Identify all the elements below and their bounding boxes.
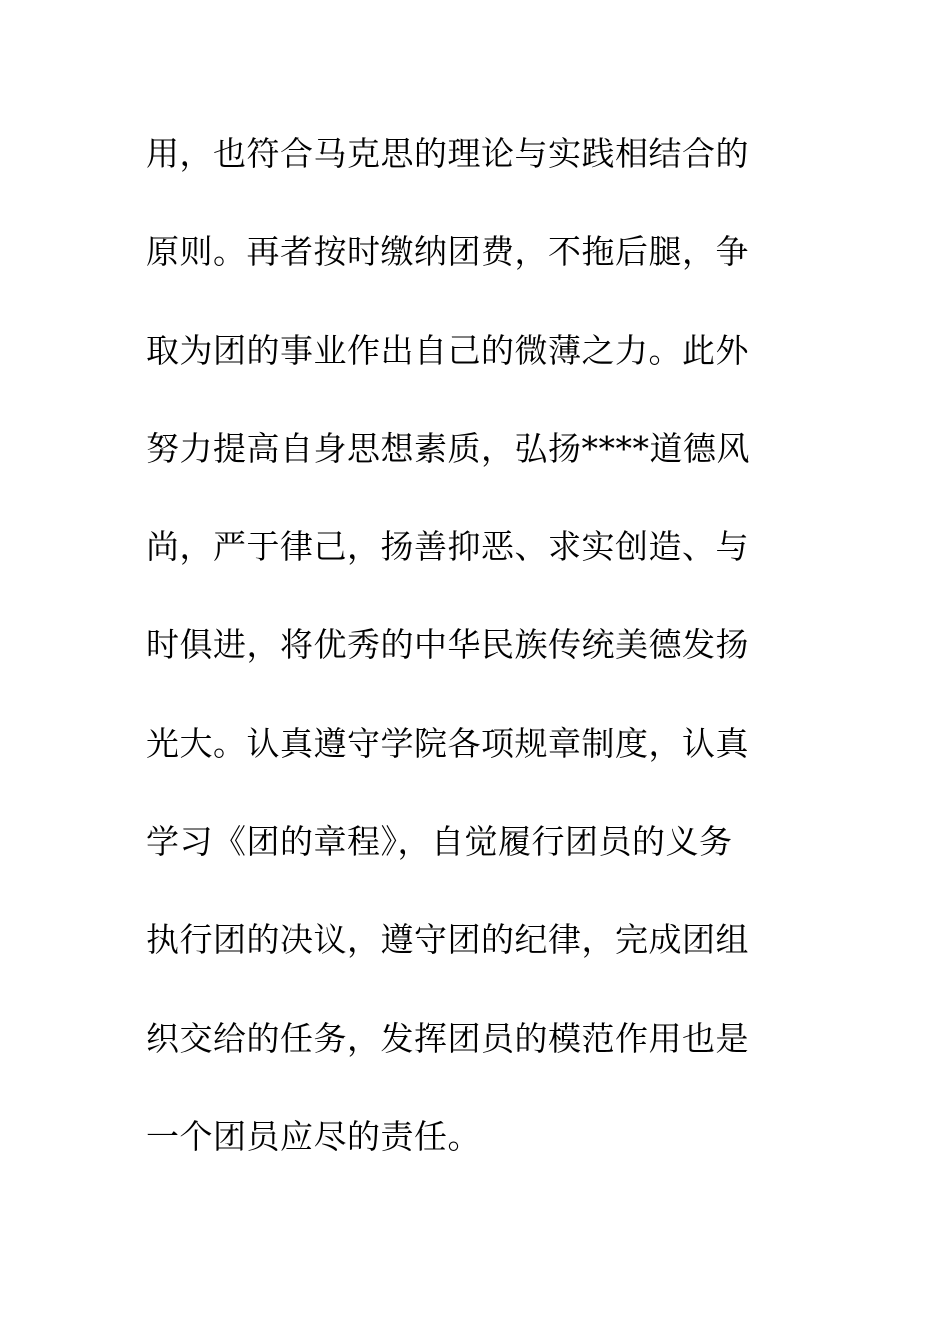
text-line-4: 努力提高自身思想素质，弘扬****道德风 [146,428,750,468]
text-line-11: 一个团员应尽的责任。 [146,1116,481,1156]
text-line-7: 光大。认真遵守学院各项规章制度，认真 [146,723,749,763]
text-line-1: 用，也符合马克思的理论与实践相结合的 [146,134,749,173]
text-line-2: 原则。再者按时缴纳团费，不拖后腿，争 [146,232,749,272]
body-paragraph [146,124,816,1205]
text-line-9: 执行团的决议，遵守团的纪律，完成团组 [146,920,749,960]
text-line-10: 织交给的任务，发挥团员的模范作用也是 [146,1018,749,1058]
text-line-3: 取为团的事业作出自己的微薄之力。此外 [146,330,749,370]
text-line-8: 学习《团的章程》，自觉履行团员的义务 [146,822,733,862]
text-line-6: 时俱进，将优秀的中华民族传统美德发扬 [146,625,749,665]
text-line-5: 尚，严于律己，扬善抑恶、求实创造、与 [146,527,749,567]
